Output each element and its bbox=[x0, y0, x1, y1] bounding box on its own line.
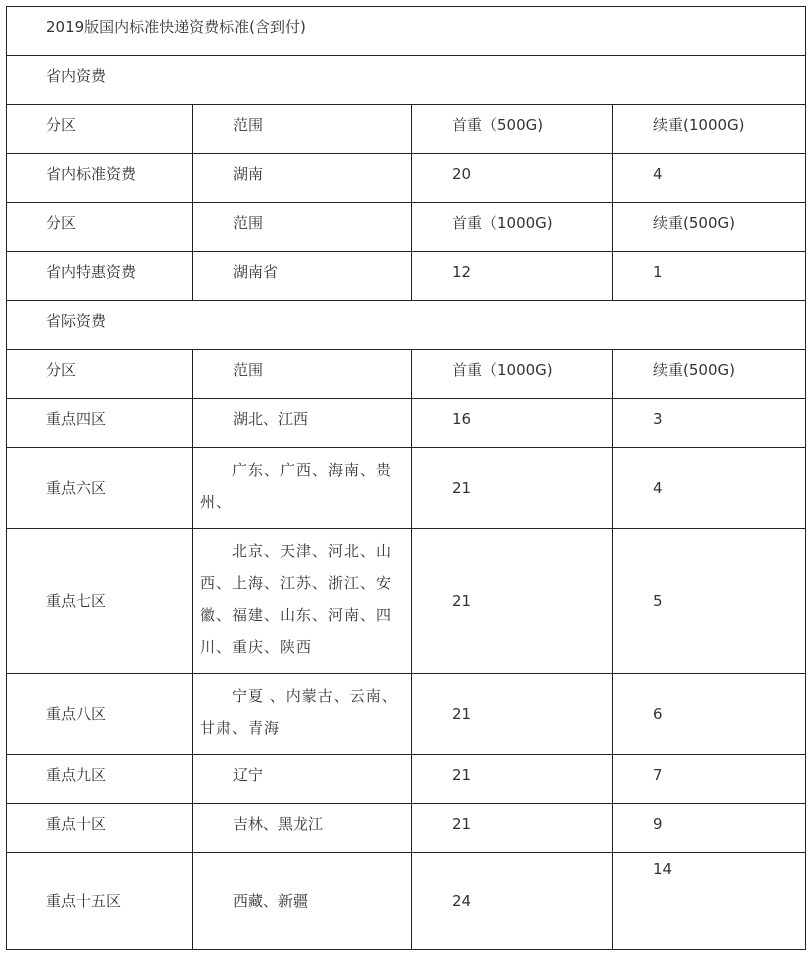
header-row bbox=[7, 203, 806, 252]
first-weight-cell: 21 bbox=[452, 478, 472, 497]
range-cell: 湖南省 bbox=[233, 263, 279, 282]
continued-weight-cell: 1 bbox=[653, 263, 663, 282]
first-weight-cell: 12 bbox=[452, 263, 472, 282]
header-range: 范围 bbox=[233, 361, 264, 380]
section-row bbox=[7, 56, 806, 105]
zone-cell: 重点七区 bbox=[46, 591, 107, 610]
rate-table bbox=[6, 6, 806, 950]
table-row bbox=[7, 673, 806, 754]
header-range: 范围 bbox=[233, 116, 264, 135]
continued-weight-cell: 4 bbox=[653, 478, 663, 497]
first-weight-cell: 21 bbox=[452, 704, 472, 723]
header-first-weight: 首重（1000G) bbox=[452, 361, 553, 380]
table-row bbox=[7, 154, 806, 203]
continued-weight-cell: 6 bbox=[653, 704, 663, 723]
continued-weight-cell: 9 bbox=[653, 814, 663, 833]
range-cell: 北京、天津、河北、山西、上海、江苏、浙江、安徽、福建、山东、河南、四川、重庆、陕西 bbox=[200, 541, 393, 656]
range-cell: 西藏、新疆 bbox=[233, 891, 309, 910]
first-weight-cell: 16 bbox=[452, 410, 472, 429]
title-row bbox=[7, 7, 806, 56]
range-cell: 广东、广西、海南、贵州、 bbox=[200, 461, 393, 512]
header-first-weight: 首重（1000G) bbox=[452, 214, 553, 233]
table-row bbox=[7, 448, 806, 528]
first-weight-cell: 20 bbox=[452, 165, 472, 184]
zone-cell: 省内标准资费 bbox=[46, 165, 137, 184]
header-zone: 分区 bbox=[46, 214, 77, 233]
zone-cell: 重点六区 bbox=[46, 478, 107, 497]
continued-weight-cell: 5 bbox=[653, 591, 663, 610]
header-row bbox=[7, 105, 806, 154]
continued-weight-cell: 7 bbox=[653, 765, 663, 784]
range-cell: 湖北、江西 bbox=[233, 410, 309, 429]
header-zone: 分区 bbox=[46, 361, 77, 380]
header-continued-weight: 续重(500G) bbox=[653, 361, 735, 380]
zone-cell: 重点四区 bbox=[46, 410, 107, 429]
zone-cell: 重点十五区 bbox=[46, 891, 122, 910]
continued-weight-cell: 4 bbox=[653, 165, 663, 184]
section-label-interprovincial: 省际资费 bbox=[46, 312, 107, 331]
header-range: 范围 bbox=[233, 214, 264, 233]
range-cell: 吉林、黑龙江 bbox=[233, 814, 324, 833]
table-row bbox=[7, 252, 806, 301]
continued-weight-cell: 3 bbox=[653, 410, 663, 429]
header-continued-weight: 续重(1000G) bbox=[653, 116, 745, 135]
header-row bbox=[7, 350, 806, 399]
table-row bbox=[7, 754, 806, 803]
range-cell: 宁夏 、内蒙古、云南、甘肃、青海 bbox=[200, 686, 398, 737]
section-label-provincial: 省内资费 bbox=[46, 67, 107, 86]
table-title: 2019版国内标准快递资费标准(含到付) bbox=[46, 18, 306, 36]
first-weight-cell: 21 bbox=[452, 814, 472, 833]
continued-weight-cell: 14 bbox=[653, 859, 673, 878]
table-row bbox=[7, 528, 806, 673]
section-row bbox=[7, 301, 806, 350]
range-cell: 湖南 bbox=[233, 165, 264, 184]
first-weight-cell: 21 bbox=[452, 765, 472, 784]
table-row bbox=[7, 399, 806, 448]
first-weight-cell: 24 bbox=[452, 891, 472, 910]
header-first-weight: 首重（500G) bbox=[452, 116, 544, 135]
zone-cell: 重点八区 bbox=[46, 704, 107, 723]
first-weight-cell: 21 bbox=[452, 591, 472, 610]
zone-cell: 重点九区 bbox=[46, 765, 107, 784]
zone-cell: 省内特惠资费 bbox=[46, 263, 137, 282]
table-row bbox=[7, 852, 806, 949]
header-continued-weight: 续重(500G) bbox=[653, 214, 735, 233]
range-cell: 辽宁 bbox=[233, 765, 264, 784]
header-zone: 分区 bbox=[46, 116, 77, 135]
table-row bbox=[7, 803, 806, 852]
zone-cell: 重点十区 bbox=[46, 814, 107, 833]
